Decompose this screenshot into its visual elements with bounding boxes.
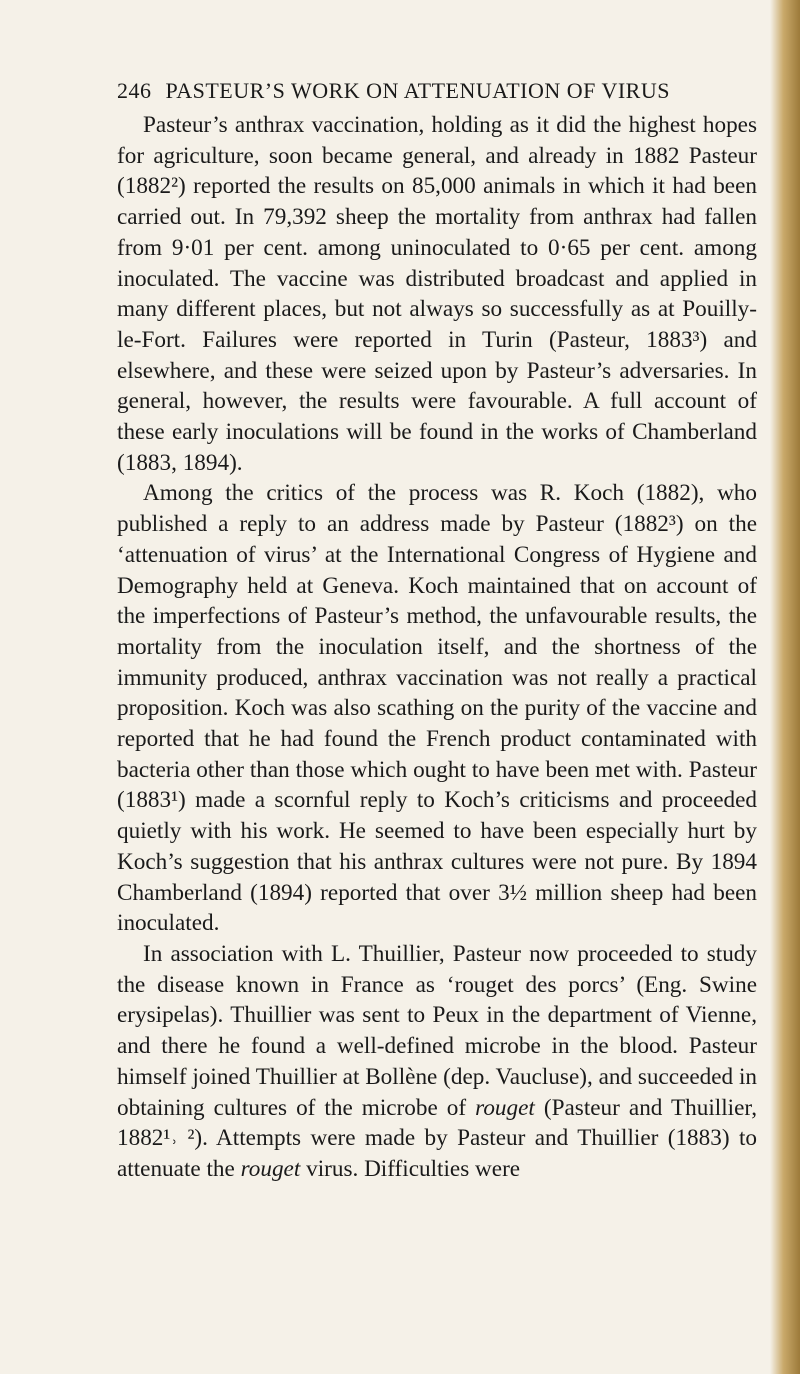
paragraph-3-segment: virus. Difficulties were: [300, 1155, 521, 1182]
paragraph-3: [117, 939, 757, 1185]
paragraph-1: Pasteur’s anthrax vaccination, holding as it did the highest hopes for agriculture, soon became general, and already in 1882 Pasteur (1882²) reported the results on 85,000 animals in which it had been carried out. In 79,392 sheep the mortality from anthrax had fallen from 9·01 per cent. among uninoculated to 0·65 per cent. among inoculated. The vaccine was distributed broadcast and applied in many different places, but not always so successfully as at Pouilly-le-Fort. Failures were reported in Turin (Pasteur, 1883³) and elsewhere, and these were seized upon by Pasteur’s adversaries. In general, however, the results were favourable. A full account of these early inoculations will be found in the works of Chamberland (1883, 1894).: [117, 112, 757, 476]
body-text: [117, 110, 757, 1185]
page-number: 246: [117, 78, 152, 103]
running-head: [117, 78, 757, 104]
running-title: PASTEUR’S WORK ON ATTENUATION OF VIRUS: [165, 78, 670, 103]
paragraph-3-segment: (Pasteur and Thuillier, 1882¹˒ ²). Attempts were made by Pasteur and Thuillier (1883) to attenuate the: [117, 1094, 758, 1182]
italic-term: rouget: [475, 1094, 535, 1121]
paragraph-2: Among the critics of the process was R. Koch (1882), who published a reply to an address made by Pasteur (1882³) on the ‘attenuation of virus’ at the International Congress of Hygiene and Demography held at Geneva. Koch maintained that on account of the imperfections of Pasteur’s method, the unfavourable results, the mortality from the inoculation itself, and the shortness of the immunity produced, anthrax vaccination was not really a practical proposition. Koch was also scathing on the purity of the vaccine and reported that he had found the French product contaminated with bacteria other than those which ought to have been met with. Pasteur (1883¹) made a scornful reply to Koch’s criticisms and proceeded quietly with his work. He seemed to have been especially hurt by Koch’s suggestion that his anthrax cultures were not pure. By 1894 Chamberland (1894) reported that over 3½ million sheep had been inoculated.: [117, 480, 757, 937]
page-edge: [770, 0, 800, 1374]
paragraph-3-segment: In association with L. Thuillier, Pasteur now proceeded to study the disease known in France as ‘rouget des porcs’ (Eng. Swine erysipelas). Thuillier was sent to Peux in the department of Vienne, and there he found a well-defined microbe in the blood. Pasteur himself joined Thuillier at Bollène (dep. Vaucluse), and succeeded in obtaining cultures of the microbe of: [117, 940, 757, 1121]
italic-term: rouget: [240, 1155, 301, 1182]
